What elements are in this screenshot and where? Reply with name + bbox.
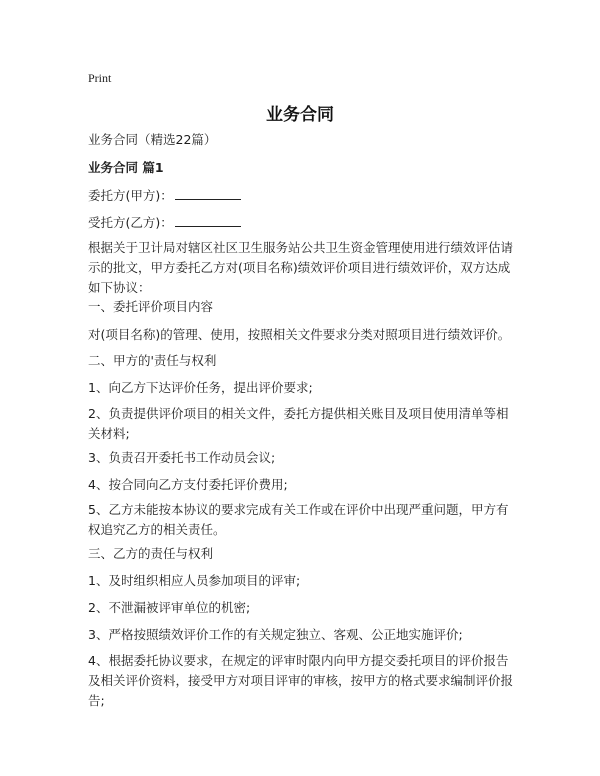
trustee-label: 受托方(乙方)：: [88, 215, 173, 230]
section-2-item: 4、按合同向乙方支付委托评价费用;: [88, 477, 288, 492]
print-link[interactable]: Print: [88, 71, 112, 85]
section-3-item: 4、根据委托协议要求，在规定的评审时限内向甲方提交委托项目的评价报告及相关评价资料，接受甲方对项目评审的审核，按甲方的格式要求编制评价报告;: [88, 653, 514, 708]
section-3-item: 3、严格按照绩效评价工作的有关规定独立、客观、公正地实施评价;: [88, 627, 463, 642]
client-line: [88, 186, 520, 206]
client-blank: [175, 187, 241, 200]
section-3-item: 1、及时组织相应人员参加项目的评审;: [88, 573, 301, 588]
intro-paragraph: 根据关于卫计局对辖区社区卫生服务站公共卫生资金管理使用进行绩效评估请示的批文，甲方委托乙方对(项目名称)绩效评价项目进行绩效评价，双方达成如下协议：: [88, 240, 514, 295]
doc-subtitle: 业务合同（精选22篇）: [88, 132, 217, 147]
section-title: 业务合同 篇1: [88, 160, 164, 175]
client-label: 委托方(甲方)：: [88, 188, 173, 203]
section-1-heading: 一、委托评价项目内容: [88, 299, 214, 314]
page-title: 业务合同: [266, 105, 334, 125]
trustee-line: [88, 213, 520, 233]
section-2-item: 3、负责召开委托书工作动员会议;: [88, 450, 276, 465]
section-3-heading: 三、乙方的责任与权利: [88, 546, 214, 561]
trustee-blank: [175, 214, 241, 227]
section-2-item: 1、向乙方下达评价任务，提出评价要求;: [88, 380, 313, 395]
section-3-item: 2、不泄漏被评审单位的机密;: [88, 600, 251, 615]
section-2-item: 2、负责提供评价项目的相关文件，委托方提供相关账目及项目使用清单等相关材料;: [88, 406, 509, 441]
section-1-body: 对(项目名称)的管理、使用，按照相关文件要求分类对照项目进行绩效评价。: [88, 327, 511, 342]
section-2-item: 5、乙方未能按本协议的要求完成有关工作或在评价中出现严重问题，甲方有权追究乙方的相关责任。: [88, 502, 509, 537]
section-2-heading: 二、甲方的'责任与权利: [88, 353, 217, 368]
